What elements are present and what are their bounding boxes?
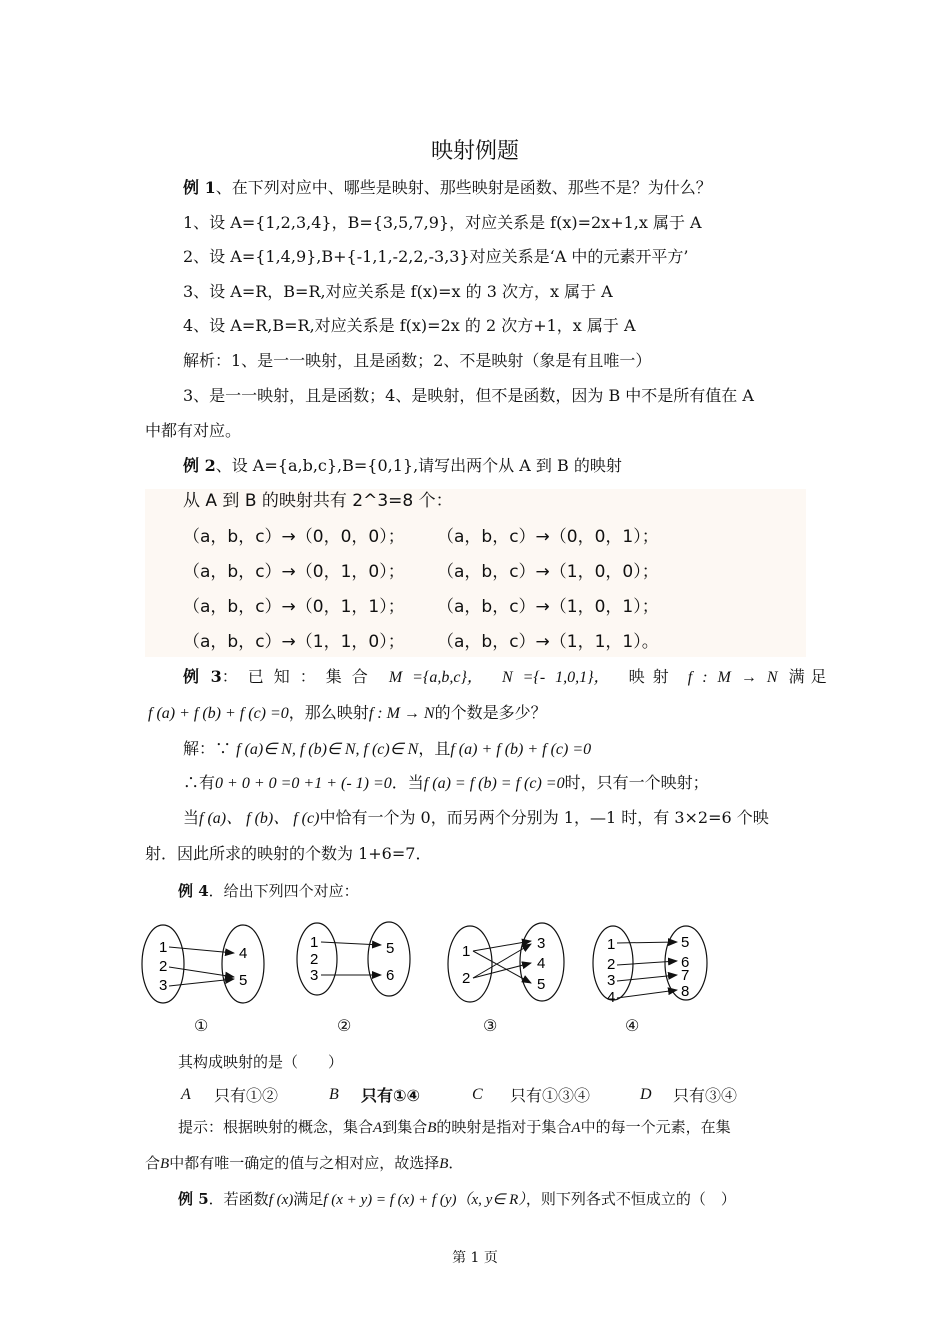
element-label: 4 [239, 945, 248, 962]
figure-label-1: ① [194, 1016, 209, 1035]
ex5-label: 例 5 [178, 1190, 209, 1208]
ex3-label: 例 3 [183, 667, 222, 686]
element-label: 3 [607, 972, 616, 989]
ex1-item-3: 3、设 A=R，B=R,对应关系是 f(x)=x 的 3 次方，x 属于 A [183, 282, 613, 301]
element-label: 2 [159, 958, 168, 975]
ex4-hint-1: 提示：根据映射的概念，集合A到集合B的映射是指对于集合A中的每一个元素，在集 [178, 1118, 731, 1136]
ex3-line-1: 例 3：已知：集合 M ={a,b,c}， N ={- 1,0,1}， 映射 f : M → N 满足 [183, 667, 833, 686]
element-label: 1 [462, 943, 471, 960]
element-label: 3 [159, 977, 168, 994]
mapping-figure-4 [591, 917, 716, 1016]
ex1-analysis-1: 解析：1、是一一映射，且是函数；2、不是映射（象是有且唯一） [183, 351, 652, 370]
element-label: 4 [537, 955, 546, 972]
element-label: 1 [310, 934, 319, 951]
mapping-arrow [169, 967, 234, 977]
ex1-analysis-3: 中都有对应。 [145, 421, 242, 440]
element-label: 2 [310, 951, 319, 968]
option-d-text: 只有③④ [673, 1086, 738, 1105]
element-label: 1 [607, 936, 616, 953]
ex4-label: 例 4 [178, 882, 209, 900]
option-a-text: 只有①② [214, 1086, 279, 1105]
ex1-item-2: 2、设 A={1,4,9},B+{-1,1,-2,2,-3,3}对应关系是‘A 中的元素开平方’ [183, 247, 689, 266]
element-label: 3 [537, 935, 546, 952]
mapping-arrow [321, 942, 381, 945]
element-label: 5 [537, 976, 546, 993]
ex2-row-2-a: （a，b，c）→（0，1，0）； [183, 562, 405, 582]
option-c-letter: C [472, 1086, 483, 1103]
element-label: 8 [681, 983, 690, 1000]
ex2-row-3-b: （a，b，c）→（1，0，1）； [437, 597, 659, 617]
page-title: 映射例题 [430, 139, 519, 164]
ex3-solution-1: 解：∵ f (a)∈ N, f (b)∈ N, f (c)∈ N，且f (a) + f (b) + f (c) =0 [183, 739, 592, 758]
element-label: 6 [386, 967, 395, 984]
mapping-figure-3 [443, 917, 578, 1016]
mapping-figure-2-svg [293, 917, 418, 1012]
ex1-analysis-2: 3、是一一映射，且是函数；4、是映射，但不是函数，因为 B 中不是所有值在 A [183, 386, 754, 405]
mapping-arrow [473, 951, 531, 983]
ex3-solution-4: 射．因此所求的映射的个数为 1+6=7． [145, 844, 432, 863]
figure-label-4: ④ [625, 1016, 640, 1035]
option-c-text: 只有①③④ [510, 1086, 591, 1105]
ex1-question: 例 1、在下列对应中、哪些是映射、那些映射是函数、那些不是？为什么？ [183, 178, 712, 197]
ex2-row-2-b: （a，b，c）→（1，0，0）； [437, 562, 659, 582]
ex4-hint-2: 合B中都有唯一确定的值与之相对应，故选择B． [145, 1154, 464, 1172]
mapping-figure-1-svg [138, 917, 278, 1012]
set-a-ellipse [448, 926, 492, 1002]
element-label: 5 [681, 934, 690, 951]
ex5-question: 例 5．若函数f (x)满足f (x + y) = f (x) + f (y)（x, y∈ R），则下列各式不恒成立的（ ） [178, 1190, 736, 1208]
element-label: 2 [462, 970, 471, 987]
mapping-figure-2 [293, 917, 418, 1016]
ex2-row-4-a: （a，b，c）→（1，1，0）； [183, 632, 405, 652]
ex2-row-4-b: （a，b，c）→（1，1，1）。 [437, 632, 659, 652]
option-a-letter: A [181, 1086, 191, 1103]
mapping-arrow [617, 975, 677, 981]
ex3-line-2: f (a) + f (b) + f (c) =0，那么映射f : M → N的个数是多少？ [148, 703, 547, 722]
page-footer: 第 1 页 [452, 1250, 498, 1266]
ex2-question: 例 2、设 A={a,b,c},B={0,1},请写出两个从 A 到 B 的映射 [183, 456, 622, 475]
set-b-ellipse [222, 925, 264, 1003]
mapping-figure-1 [138, 917, 278, 1016]
ex2-intro: 从 A 到 B 的映射共有 2^3=8 个： [183, 491, 453, 511]
ex2-row-3-a: （a，b，c）→（0，1，1）； [183, 597, 405, 617]
element-label: 6 [681, 954, 690, 971]
option-b-letter: B [329, 1086, 339, 1103]
ex1-label: 例 1 [183, 178, 216, 197]
ex2-label: 例 2 [183, 456, 216, 475]
ex2-row-1-b: （a，b，c）→（0，0，1）； [437, 527, 659, 547]
ex1-item-4: 4、设 A=R,B=R,对应关系是 f(x)=2x 的 2 次方+1，x 属于 A [183, 316, 636, 335]
element-label: 5 [239, 972, 248, 989]
ex3-solution-2: ∴有0 + 0 + 0 =0 +1 + (- 1) =0．当f (a) = f (b) = f (c) =0时，只有一个映射； [183, 773, 709, 792]
ex4-question: 例 4．给出下列四个对应： [178, 882, 359, 900]
ex1-item-1: 1、设 A={1,2,3,4}，B={3,5,7,9}，对应关系是 f(x)=2x+1,x 属于 A [183, 213, 702, 232]
ex3-solution-3: 当f (a)、 f (b)、 f (c)中恰有一个为 0，而另两个分别为 1，—1 时，有 3×2=6 个映 [183, 808, 769, 827]
ex4-prompt: 其构成映射的是（ ） [178, 1053, 344, 1071]
mapping-arrow [473, 963, 531, 978]
mapping-arrow [617, 961, 677, 965]
element-label: 2 [607, 956, 616, 973]
figure-label-3: ③ [483, 1016, 498, 1035]
element-label: 1 [159, 939, 168, 956]
mapping-figure-4-svg [591, 917, 716, 1012]
option-b-text: 只有①④ [361, 1086, 421, 1105]
set-b-ellipse [368, 922, 410, 996]
element-label: 4 [607, 989, 616, 1006]
ex2-row-1-a: （a，b，c）→（0，0，0）； [183, 527, 405, 547]
option-d-letter: D [640, 1086, 652, 1103]
element-label: 7 [681, 967, 690, 984]
figure-label-2: ② [337, 1016, 352, 1035]
element-label: 3 [310, 967, 319, 984]
mapping-figure-3-svg [443, 917, 578, 1012]
element-label: 5 [386, 940, 395, 957]
